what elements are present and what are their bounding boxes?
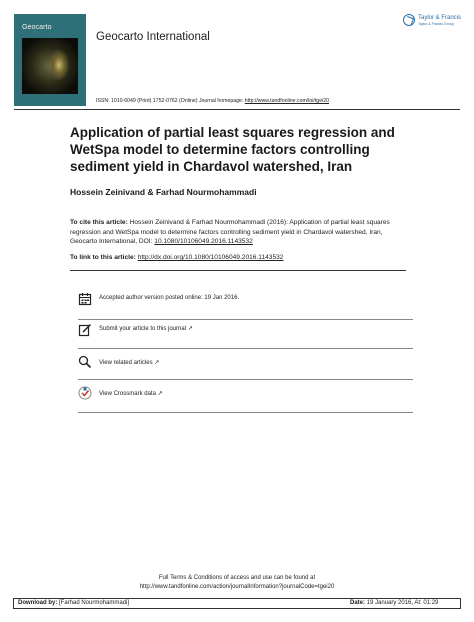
downloaded-by-value: [Farhad Nourmohammadi]: [59, 600, 130, 606]
section-divider: [70, 270, 406, 271]
related-articles-row[interactable]: [78, 355, 278, 381]
downloaded-by-label: Download by:: [18, 600, 59, 606]
download-date: [350, 600, 438, 606]
search-icon: [78, 355, 92, 369]
row-divider: [78, 348, 413, 349]
submit-article-link[interactable]: Submit your article to this journal ↗: [99, 326, 193, 332]
header-divider: [14, 109, 460, 110]
article-link-url[interactable]: http://dx.doi.org/10.1080/10106049.2016.1143532: [137, 254, 284, 261]
citation-text: Hossein Zeinivand & Farhad Nourmohammadi (2016): Application of partial least squares regression and WetSpa model to determine factors controlling sediment yield in Chardavol watershed, Iran, Geocarto International, DOI:: [70, 219, 390, 246]
row-divider: [78, 379, 413, 380]
cover-journal-name: Geocarto: [22, 24, 52, 31]
citation-doi-link[interactable]: 10.1080/10106049.2016.1143532: [154, 238, 253, 246]
row-divider: [78, 319, 413, 320]
article-authors: Hossein Zeinivand & Farhad Nourmohammadi: [70, 187, 257, 197]
download-date-value: 19 January 2016, At: 01:29: [366, 600, 439, 606]
citation-label: To cite this article:: [70, 219, 130, 226]
journal-cover-image: [14, 14, 86, 106]
article-link-block: [70, 254, 283, 261]
issn-line: [96, 98, 329, 104]
journal-homepage-link[interactable]: http://www.tandfonline.com/loi/tgei20: [244, 98, 329, 104]
publisher-logo-tagline: Taylor & Francis Group: [418, 22, 454, 26]
row-divider: [78, 412, 413, 413]
accepted-version-label: Accepted author version posted online: 19 Jan 2016.: [99, 295, 240, 301]
accepted-version-row: [78, 292, 278, 318]
citation-block: [70, 218, 406, 247]
download-info-box: [13, 598, 461, 609]
crossmark-row[interactable]: [78, 386, 278, 412]
issn-text: ISSN: 1010-6049 (Print) 1752-0762 (Online) Journal homepage:: [96, 98, 245, 104]
submit-article-row[interactable]: [78, 323, 278, 349]
downloaded-by: [18, 600, 129, 606]
journal-title: Geocarto International: [96, 31, 210, 43]
crossmark-link[interactable]: View Crossmark data ↗: [99, 391, 163, 397]
footer-terms-line: Full Terms & Conditions of access and use can be found at: [158, 575, 316, 581]
article-link-label: To link to this article:: [70, 254, 138, 261]
edit-icon: [78, 323, 92, 337]
article-title: Application of partial least squares regression and WetSpa model to determine factors controlling sediment yield in Chardavol watershed, Iran: [70, 125, 395, 174]
publisher-logo[interactable]: [403, 12, 463, 34]
publisher-logo-text: Taylor & Francis: [418, 15, 462, 21]
related-articles-link[interactable]: View related articles ↗: [99, 360, 160, 366]
footer-terms: [0, 574, 474, 591]
footer-terms-url[interactable]: http://www.tandfonline.com/action/journalInformation?journalCode=tgei20: [139, 583, 335, 590]
crossmark-icon: [78, 386, 92, 400]
calendar-icon: [78, 292, 92, 306]
cover-photo: [22, 38, 78, 94]
cover-photo-highlight: [49, 50, 69, 80]
download-date-label: Date:: [350, 600, 367, 606]
